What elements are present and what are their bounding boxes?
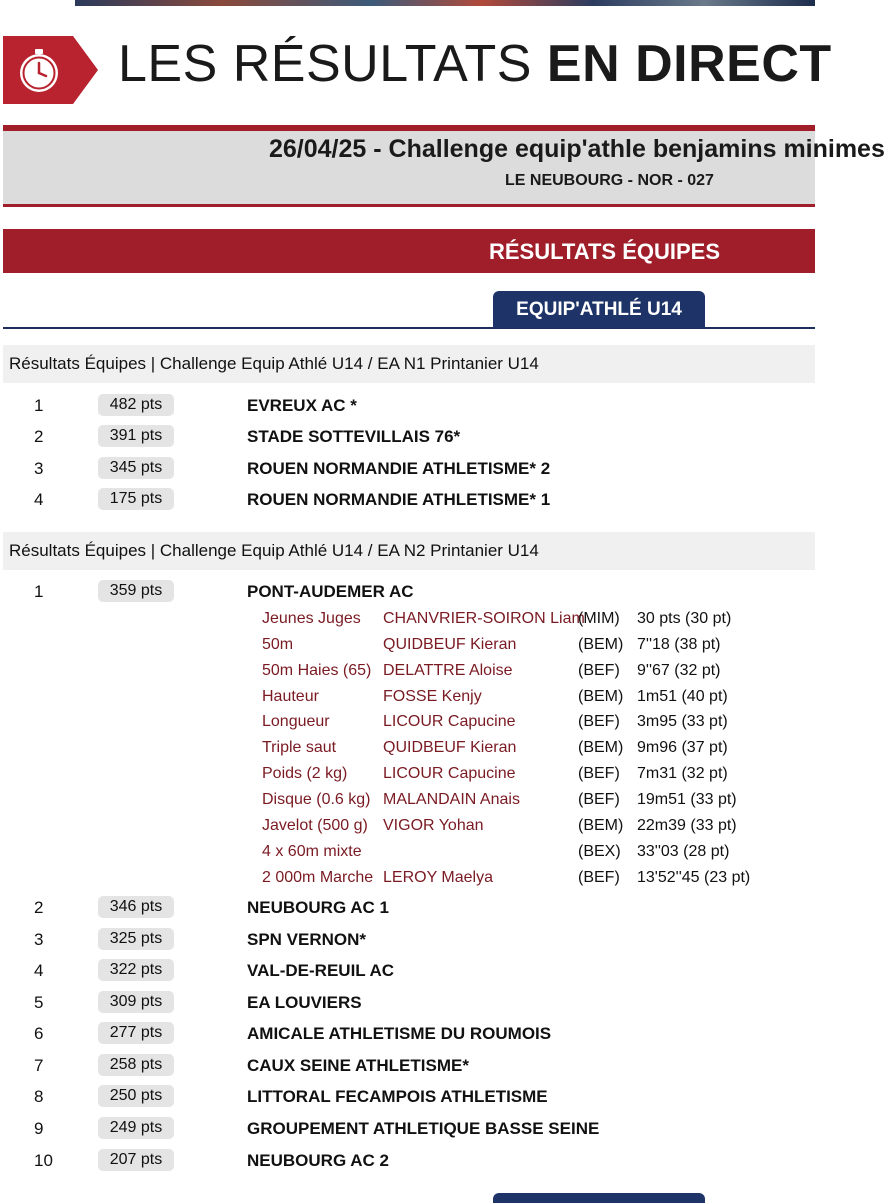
detail-row [0,736,815,762]
detail-event: Poids (2 kg) [262,765,348,782]
tab-equipathle-u14[interactable]: EQUIP'ATHLÉ U14 [493,291,705,328]
team-points-badge: 482 pts [98,394,174,416]
detail-category: (BEF) [578,765,620,782]
detail-performance: 1m51 (40 pt) [637,688,728,705]
team-name: AMICALE ATHLETISME DU ROUMOIS [247,1024,552,1043]
table-row[interactable] [0,1116,815,1142]
detail-row [0,659,815,685]
team-rank: 4 [34,490,44,509]
detail-event: Jeunes Juges [262,610,361,627]
team-points-badge: 309 pts [98,991,174,1013]
detail-row [0,607,815,633]
team-points-badge: 346 pts [98,896,174,918]
team-rank: 6 [34,1024,44,1043]
detail-row [0,840,815,866]
detail-event: Javelot (500 g) [262,817,368,834]
table-row[interactable] [0,1148,815,1174]
detail-performance: 13'52''45 (23 pt) [637,869,751,886]
table-row[interactable] [0,990,815,1016]
detail-row [0,710,815,736]
team-name: EA LOUVIERS [247,993,362,1012]
team-points-badge: 258 pts [98,1054,174,1076]
detail-performance: 3m95 (33 pt) [637,713,728,730]
next-tab[interactable] [493,1193,705,1203]
detail-row [0,762,815,788]
team-points-badge: 322 pts [98,959,174,981]
team-rank: 3 [34,930,44,949]
detail-athlete[interactable]: LEROY Maelya [383,869,493,886]
detail-row [0,814,815,840]
detail-category: (BEM) [578,636,624,653]
table-row[interactable] [0,1021,815,1047]
table-row[interactable] [0,895,815,921]
team-rank: 7 [34,1056,44,1075]
detail-event: 4 x 60m mixte [262,843,362,860]
team-rank: 1 [34,396,44,415]
detail-performance: 9''67 (32 pt) [637,662,721,679]
team-rank: 9 [34,1119,44,1138]
table-row[interactable] [0,424,815,450]
detail-performance: 7m31 (32 pt) [637,765,728,782]
table-row[interactable] [0,487,815,513]
detail-athlete[interactable]: VIGOR Yohan [383,817,484,834]
detail-athlete[interactable]: QUIDBEUF Kieran [383,739,517,756]
detail-performance: 22m39 (33 pt) [637,817,737,834]
table-row[interactable] [0,579,815,605]
detail-performance: 7''18 (38 pt) [637,636,721,653]
detail-athlete[interactable]: QUIDBEUF Kieran [383,636,517,653]
detail-row [0,685,815,711]
detail-category: (BEF) [578,662,620,679]
team-name: STADE SOTTEVILLAIS 76* [247,427,461,446]
detail-category: (MIM) [578,610,620,627]
team-name: VAL-DE-REUIL AC [247,961,395,980]
detail-category: (BEM) [578,739,624,756]
detail-category: (BEM) [578,817,624,834]
team-points-badge: 207 pts [98,1149,174,1171]
page-title-light: LES RÉSULTATS [118,35,532,93]
team-rank: 3 [34,459,44,478]
team-name: PONT-AUDEMER AC [247,582,414,601]
detail-category: (BEF) [578,791,620,808]
team-rank: 1 [34,582,44,601]
team-rank: 4 [34,961,44,980]
detail-athlete[interactable]: MALANDAIN Anais [383,791,520,808]
team-rank: 2 [34,898,44,917]
detail-event: 2 000m Marche [262,869,374,886]
team-points-badge: 325 pts [98,928,174,950]
detail-event: Hauteur [262,688,319,705]
team-points-badge: 391 pts [98,425,174,447]
team-name: NEUBOURG AC 1 [247,898,389,917]
detail-performance: 33''03 (28 pt) [637,843,730,860]
detail-row [0,633,815,659]
team-points-badge: 359 pts [98,580,174,602]
detail-athlete[interactable]: CHANVRIER-SOIRON Liam [383,610,585,627]
team-name: ROUEN NORMANDIE ATHLETISME* 1 [247,490,551,509]
detail-performance: 30 pts (30 pt) [637,610,732,627]
table-row[interactable] [0,1053,815,1079]
table-row[interactable] [0,927,815,953]
team-rank: 2 [34,427,44,446]
team-name: EVREUX AC * [247,396,357,415]
detail-event: Longueur [262,713,330,730]
team-name: NEUBOURG AC 2 [247,1151,389,1170]
detail-category: (BEX) [578,843,621,860]
team-name: LITTORAL FECAMPOIS ATHLETISME [247,1087,548,1106]
detail-row [0,788,815,814]
meet-location: LE NEUBOURG - NOR - 027 [505,172,714,189]
detail-athlete[interactable]: DELATTRE Aloise [383,662,513,679]
team-name: SPN VERNON* [247,930,367,949]
meet-title: 26/04/25 - Challenge equip'athle benjamins minimes [269,135,885,163]
team-points-badge: 175 pts [98,488,174,510]
detail-athlete[interactable]: LICOUR Capucine [383,765,516,782]
detail-performance: 9m96 (37 pt) [637,739,728,756]
detail-performance: 19m51 (33 pt) [637,791,737,808]
stopwatch-icon [3,36,98,104]
detail-category: (BEF) [578,713,620,730]
team-points-badge: 345 pts [98,457,174,479]
table-row[interactable] [0,958,815,984]
top-photo-banner [75,0,815,6]
detail-event: 50m Haies (65) [262,662,372,679]
table-row[interactable] [0,1084,815,1110]
group-header-n2: Résultats Équipes | Challenge Equip Athlé U14 / EA N2 Printanier U14 [3,532,815,570]
page-title-bold: EN DIRECT [546,35,832,93]
detail-event: Disque (0.6 kg) [262,791,371,808]
team-points-badge: 250 pts [98,1085,174,1107]
team-name: ROUEN NORMANDIE ATHLETISME* 2 [247,459,551,478]
group-header-n1: Résultats Équipes | Challenge Equip Athlé U14 / EA N1 Printanier U14 [3,345,815,383]
team-points-badge: 277 pts [98,1022,174,1044]
detail-event: Triple saut [262,739,337,756]
team-rank: 5 [34,993,44,1012]
team-name: CAUX SEINE ATHLETISME* [247,1056,469,1075]
detail-category: (BEF) [578,869,620,886]
detail-athlete[interactable]: FOSSE Kenjy [383,688,482,705]
page-title [118,34,832,94]
detail-athlete[interactable]: LICOUR Capucine [383,713,516,730]
section-title: RÉSULTATS ÉQUIPES [489,239,721,264]
table-row[interactable] [0,456,815,482]
team-name: GROUPEMENT ATHLETIQUE BASSE SEINE [247,1119,600,1138]
detail-row [0,866,815,892]
team-rank: 8 [34,1087,44,1106]
detail-event: 50m [262,636,294,653]
table-row[interactable] [0,393,815,419]
detail-category: (BEM) [578,688,624,705]
team-rank: 10 [34,1151,53,1170]
team-points-badge: 249 pts [98,1117,174,1139]
